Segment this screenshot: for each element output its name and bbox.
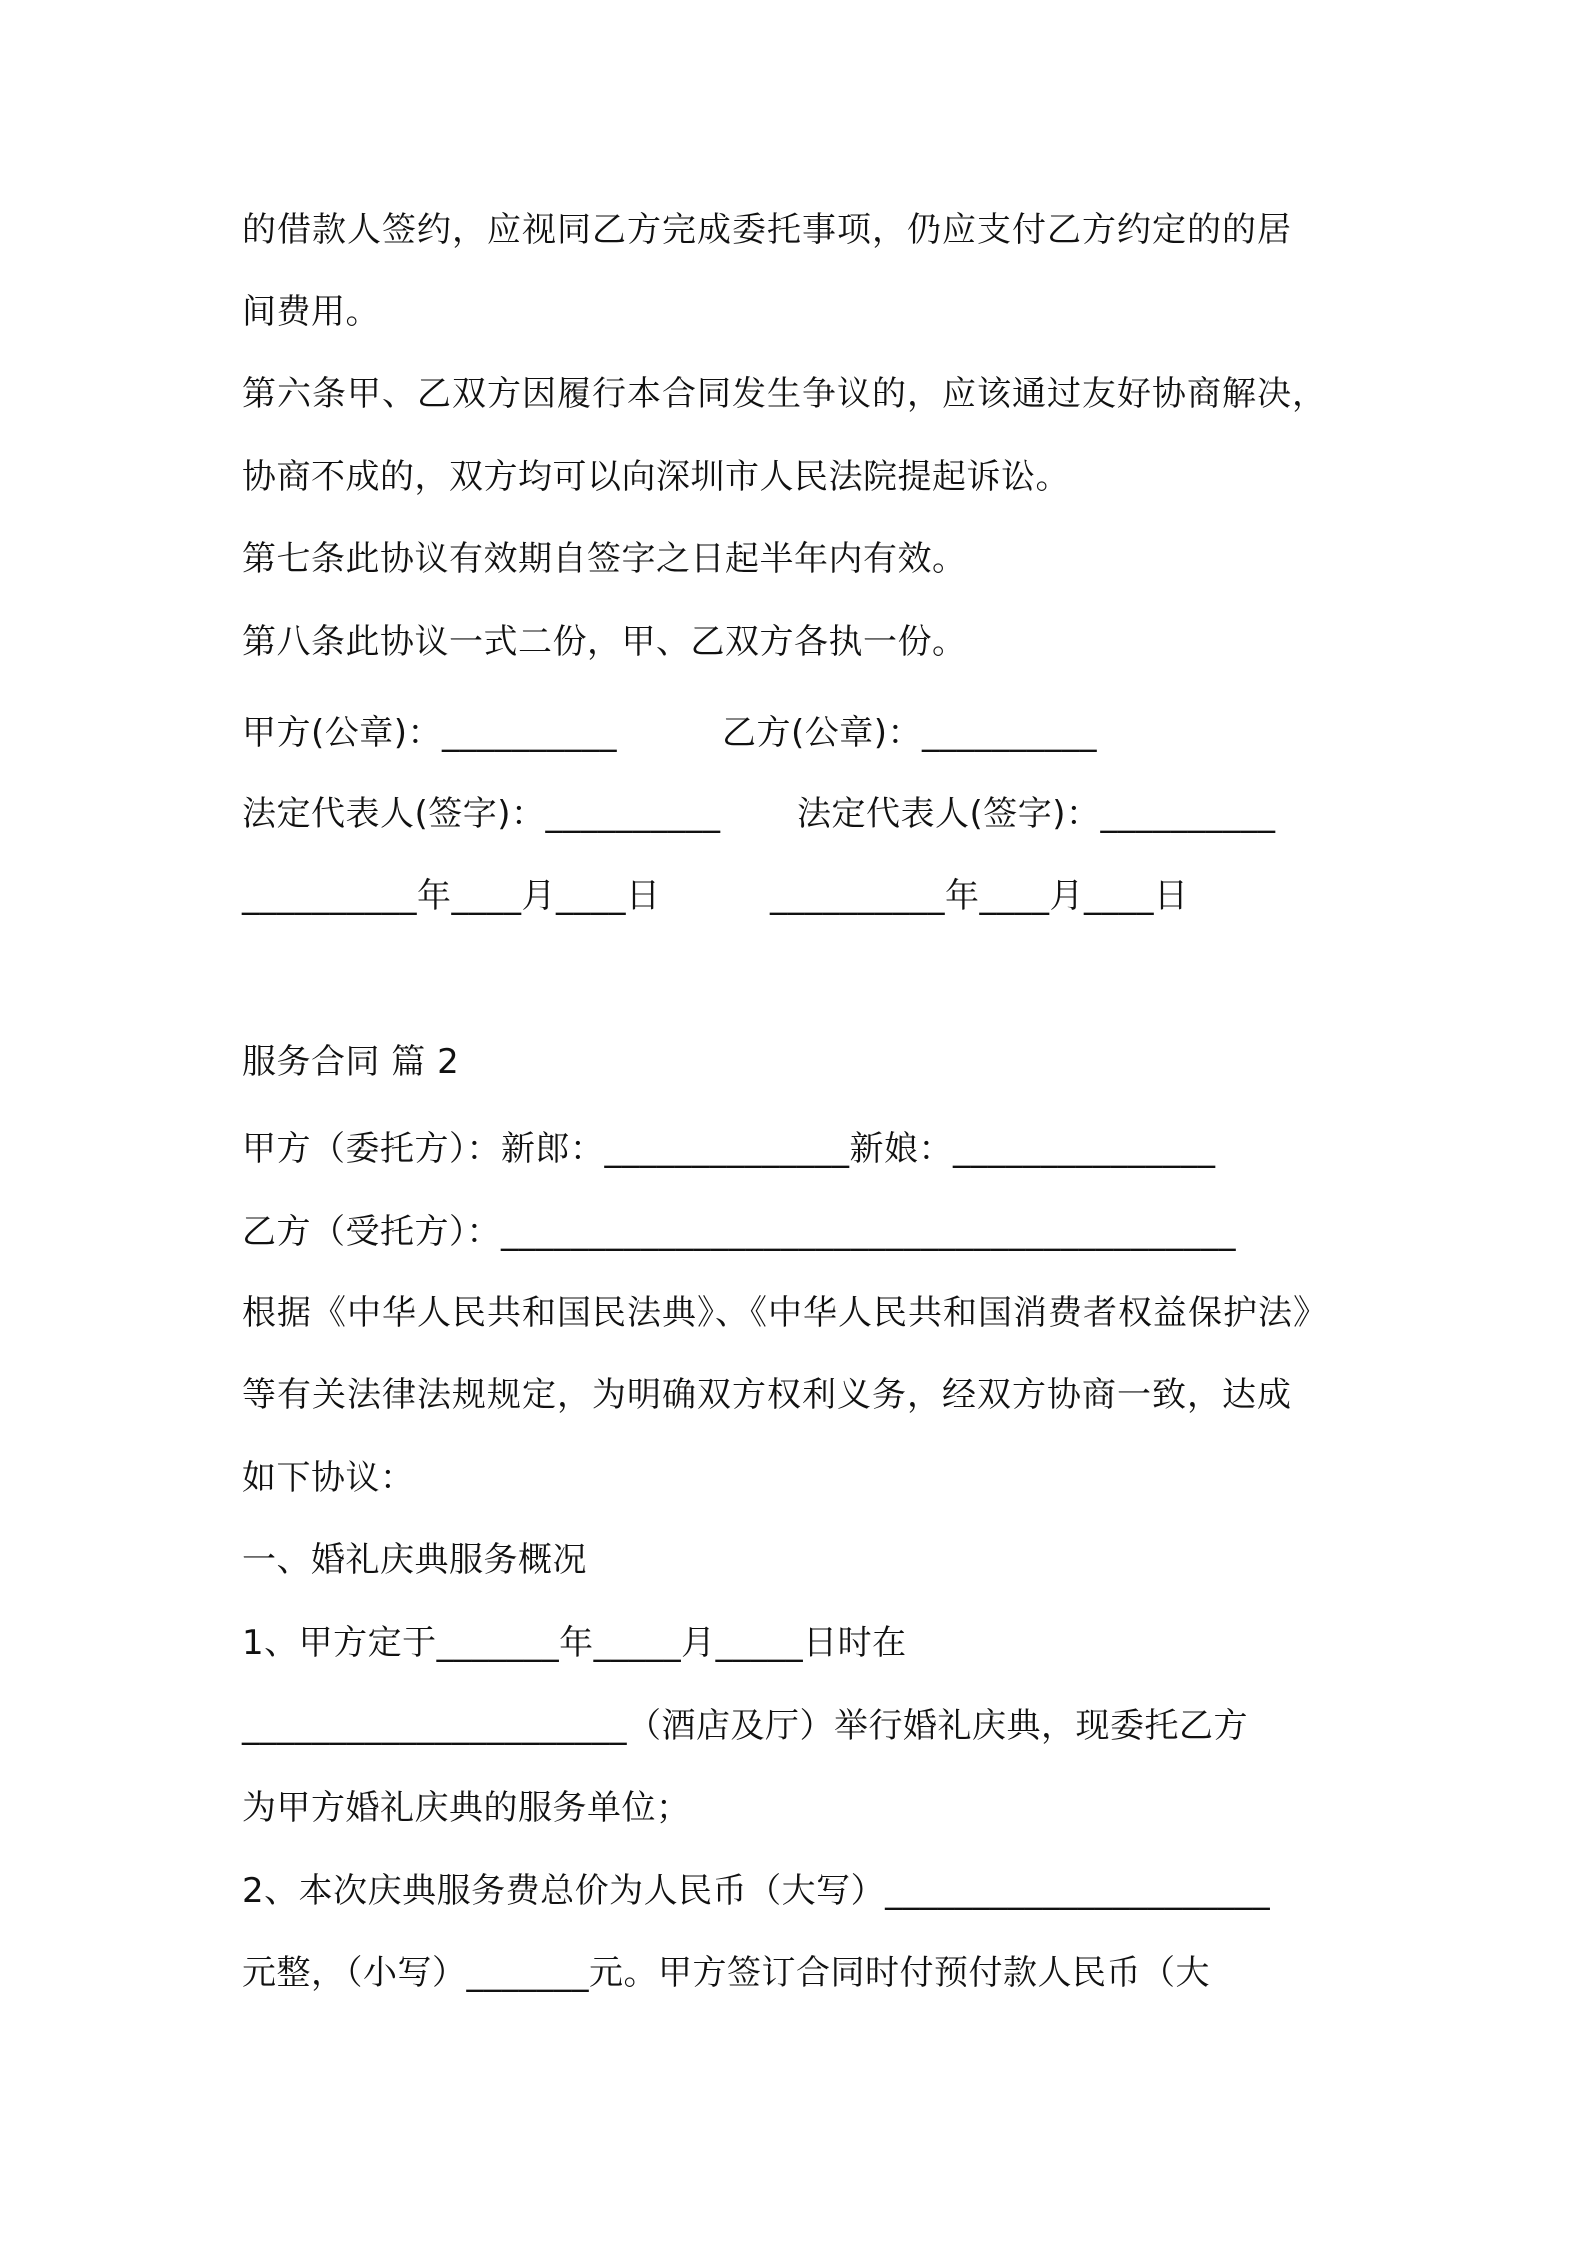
clause7: 第七条此协议有效期自签字之日起半年内有效。 (242, 539, 967, 579)
item1-line-2: ______________________（酒店及厅）举行婚礼庆典，现委托乙方 (242, 1706, 1248, 1746)
preamble-line-1: 根据《中华人民共和国民法典》、《中华人民共和国消费者权益保护法》 (242, 1293, 1328, 1333)
clause8: 第八条此协议一式二份，甲、乙双方各执一份。 (242, 622, 967, 662)
party-a-date: __________年____月____日 (242, 876, 661, 916)
clause5-line-1: 的借款人签约，应视同乙方完成委托事项，仍应支付乙方约定的的居 (242, 210, 1292, 250)
party-a-seal: 甲方(公章)：__________ (242, 713, 618, 753)
date-row (242, 874, 1189, 918)
representative-row (242, 792, 1276, 836)
party-b-line: 乙方（受托方）：__________________________________________ (242, 1212, 1236, 1252)
preamble-line-3: 如下协议： (242, 1458, 415, 1498)
clause6-line-1: 第六条甲、乙双方因履行本合同发生争议的，应该通过友好协商解决， (242, 374, 1327, 414)
section-heading: 服务合同 篇 2 (242, 1042, 460, 1082)
item2-line-1: 2、本次庆典服务费总价为人民币（大写）______________________ (242, 1871, 1271, 1911)
item1-line-3: 为甲方婚礼庆典的服务单位； (242, 1788, 691, 1828)
item1-line-1: 1、甲方定于_______年_____月_____日时在 (242, 1623, 907, 1663)
party-b-seal: 乙方(公章)：__________ (722, 713, 1098, 753)
clause6-line-2: 协商不成的，双方均可以向深圳市人民法院提起诉讼。 (242, 457, 1070, 497)
party-b-date: __________年____月____日 (770, 876, 1189, 916)
clause5-line-2: 间费用。 (242, 292, 380, 332)
party-b-representative: 法定代表人(签字)：__________ (797, 794, 1276, 834)
seal-row (242, 711, 1098, 755)
preamble-line-2: 等有关法律法规规定，为明确双方权利义务，经双方协商一致，达成 (242, 1375, 1292, 1415)
item2-line-2: 元整，（小写）_______元。甲方签订合同时付预付款人民币（大 (242, 1953, 1210, 1993)
party-a-line: 甲方（委托方）：新郎：______________新娘：_______________ (242, 1129, 1216, 1169)
party-a-representative: 法定代表人(签字)：__________ (242, 794, 721, 834)
section1-title: 一、婚礼庆典服务概况 (242, 1540, 587, 1580)
